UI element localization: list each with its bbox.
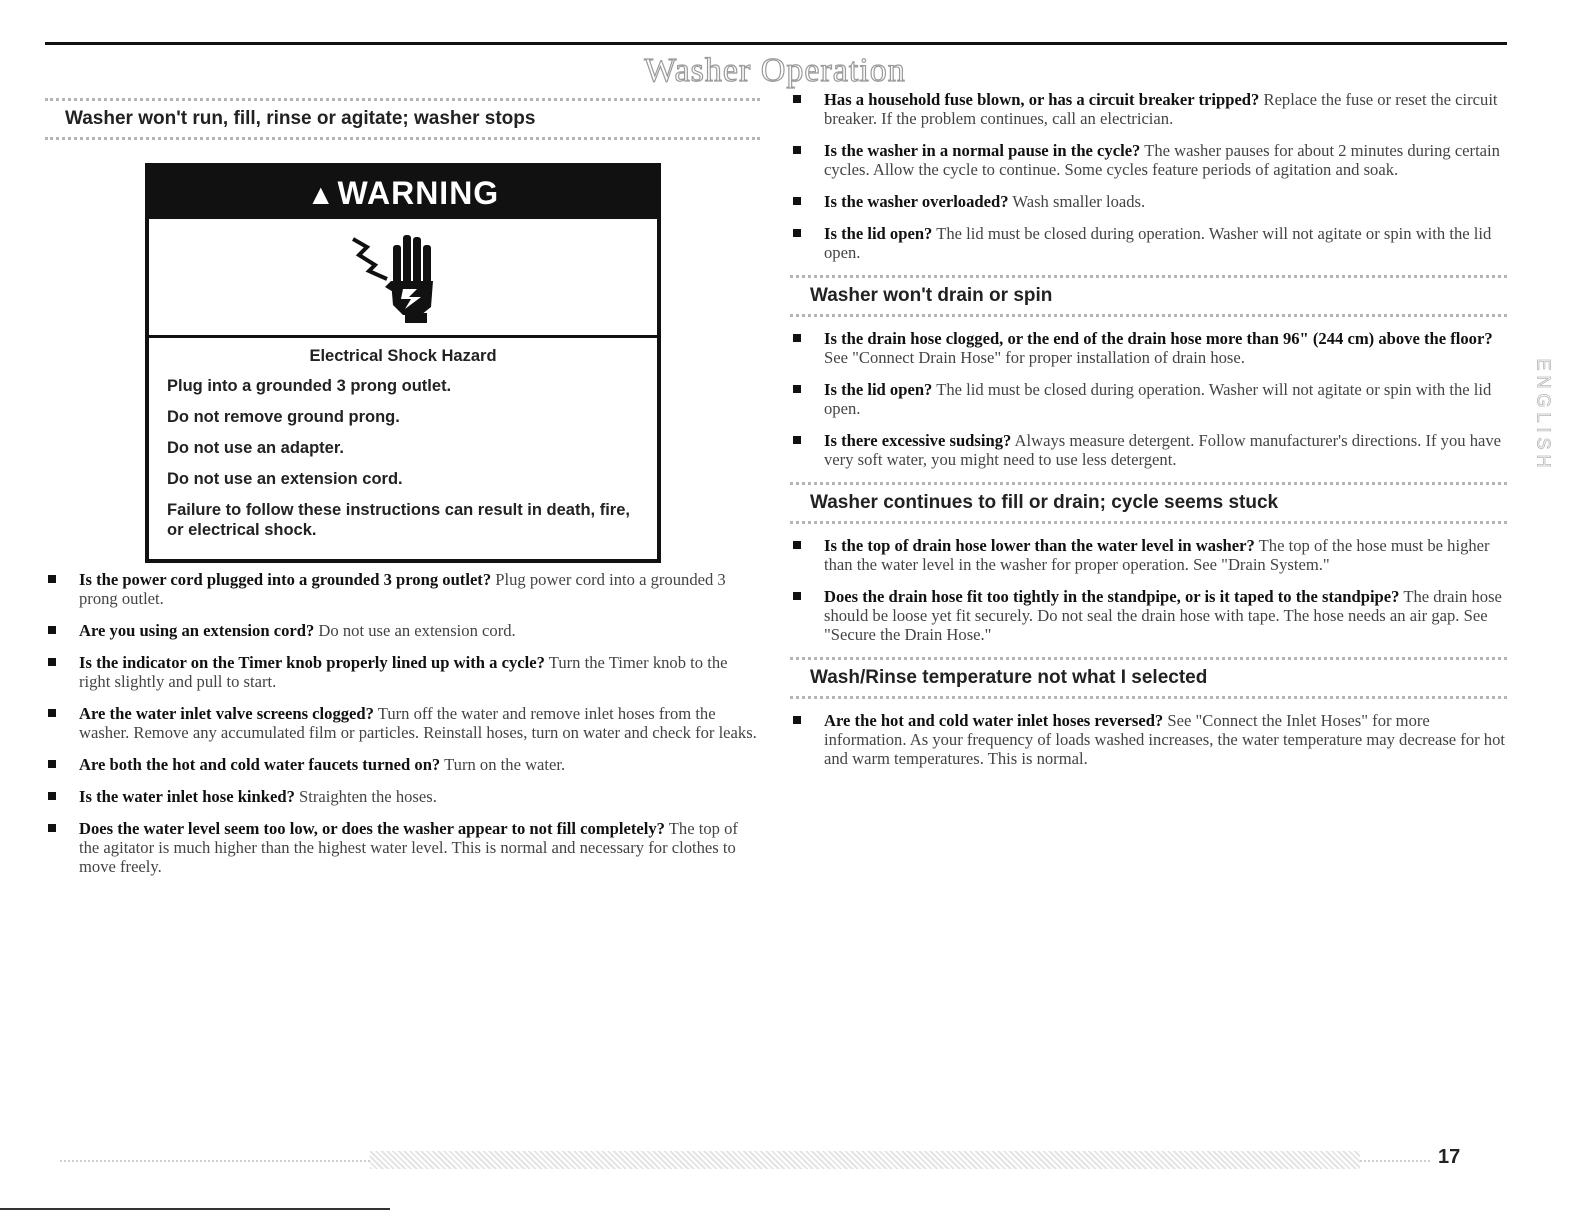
bullet-icon <box>48 760 56 768</box>
warning-line: Do not remove ground prong. <box>167 408 400 426</box>
bullet-icon <box>793 95 801 103</box>
list-item: Are both the hot and cold water faucets turned on? Turn on the water. <box>45 755 760 774</box>
bullet-icon <box>48 658 56 666</box>
top-rule <box>45 42 1507 45</box>
list-item: Is there excessive sudsing? Always measure detergent. Follow manufacturer's directions. If you have very soft water, you might need to use less detergent. <box>790 431 1507 469</box>
page-title: Washer Operation <box>644 52 906 89</box>
bullet-icon <box>793 592 801 600</box>
bullet-icon <box>48 824 56 832</box>
electric-shock-hand-icon <box>345 227 455 327</box>
bullet-icon <box>48 626 56 634</box>
page-number: 17 <box>1438 1146 1461 1168</box>
list-item: Is the power cord plugged into a grounded 3 prong outlet? Plug power cord into a grounded 3 prong outlet. <box>45 570 760 608</box>
list-item: Is the indicator on the Timer knob properly lined up with a cycle? Turn the Timer knob to the right slightly and pull to start. <box>45 653 760 691</box>
bullet-icon <box>793 146 801 154</box>
list-item: Is the lid open? The lid must be closed during operation. Washer will not agitate or spin with the lid open. <box>790 224 1507 262</box>
bullet-icon <box>793 385 801 393</box>
warning-banner <box>149 167 657 219</box>
list-item: Is the washer overloaded? Wash smaller loads. <box>790 192 1507 211</box>
bullet-icon <box>793 334 801 342</box>
list-item: Is the washer in a normal pause in the cycle? The washer pauses for about 2 minutes during certain cycles. Allow the cycle to continue. Some cycles feature periods of agitation and soak. <box>790 141 1507 179</box>
bullet-icon <box>48 575 56 583</box>
list-item: Is the lid open? The lid must be closed during operation. Washer will not agitate or spin with the lid open. <box>790 380 1507 418</box>
bullet-icon <box>793 716 801 724</box>
warning-line: Do not use an adapter. <box>167 439 344 457</box>
language-side-tab: ENGLISH <box>1533 357 1554 473</box>
bullet-icon <box>48 792 56 800</box>
warning-line: Do not use an extension cord. <box>167 470 403 488</box>
bullet-icon <box>793 541 801 549</box>
section-heading: Washer continues to fill or drain; cycle seems stuck <box>790 482 1507 524</box>
warning-line: Plug into a grounded 3 prong outlet. <box>167 377 452 395</box>
warning-triangle-icon: ▲ <box>306 179 336 210</box>
section-heading: Wash/Rinse temperature not what I selected <box>790 657 1507 699</box>
section-heading: Washer won't drain or spin <box>790 275 1507 317</box>
left-item-list <box>45 570 760 889</box>
bullet-icon <box>793 197 801 205</box>
warning-label: WARNING <box>337 175 500 211</box>
hazard-title: Electrical Shock Hazard <box>309 347 497 365</box>
list-item: Is the water inlet hose kinked? Straighten the hoses. <box>45 787 760 806</box>
bullet-icon <box>793 229 801 237</box>
list-item: Is the top of drain hose lower than the water level in washer? The top of the hose must be higher than the water level in the washer for proper operation. See "Drain System." <box>790 536 1507 574</box>
list-item: Are the water inlet valve screens clogged? Turn off the water and remove inlet hoses from the washer. Remove any accumulated film or particles. Reinstall hoses, turn on water and check for leaks. <box>45 704 760 742</box>
left-column <box>45 98 760 140</box>
section-heading: Washer won't run, fill, rinse or agitate; washer stops <box>45 98 760 140</box>
warning-icon-row <box>149 219 657 338</box>
bottom-rule <box>0 1208 390 1210</box>
list-item: Are you using an extension cord? Do not use an extension cord. <box>45 621 760 640</box>
warning-line: Failure to follow these instructions can result in death, fire, or electrical shock. <box>167 501 630 539</box>
list-item: Is the drain hose clogged, or the end of the drain hose more than 96" (244 cm) above the floor? See "Connect Drain Hose" for proper installation of drain hose. <box>790 329 1507 367</box>
list-item: Does the drain hose fit too tightly in the standpipe, or is it taped to the standpipe? The drain hose should be loose yet fit securely. Do not seal the drain hose with tape. The hose needs an air gap. See "Secure the Drain Hose." <box>790 587 1507 644</box>
list-item: Has a household fuse blown, or has a circuit breaker tripped? Replace the fuse or reset the circuit breaker. If the problem continues, call an electrician. <box>790 90 1507 128</box>
bullet-icon <box>48 709 56 717</box>
right-column <box>790 90 1507 781</box>
warning-box <box>145 163 661 563</box>
list-item: Does the water level seem too low, or does the washer appear to not fill completely? The top of the agitator is much higher than the highest water level. This is normal and necessary for clothes to move freely. <box>45 819 760 876</box>
footer-band <box>370 1151 1360 1169</box>
bullet-icon <box>793 436 801 444</box>
list-item: Are the hot and cold water inlet hoses reversed? See "Connect the Inlet Hoses" for more information. As your frequency of loads washed increases, the water temperature may decrease for hot and warm temperatures. This is normal. <box>790 711 1507 768</box>
warning-text <box>149 338 657 540</box>
